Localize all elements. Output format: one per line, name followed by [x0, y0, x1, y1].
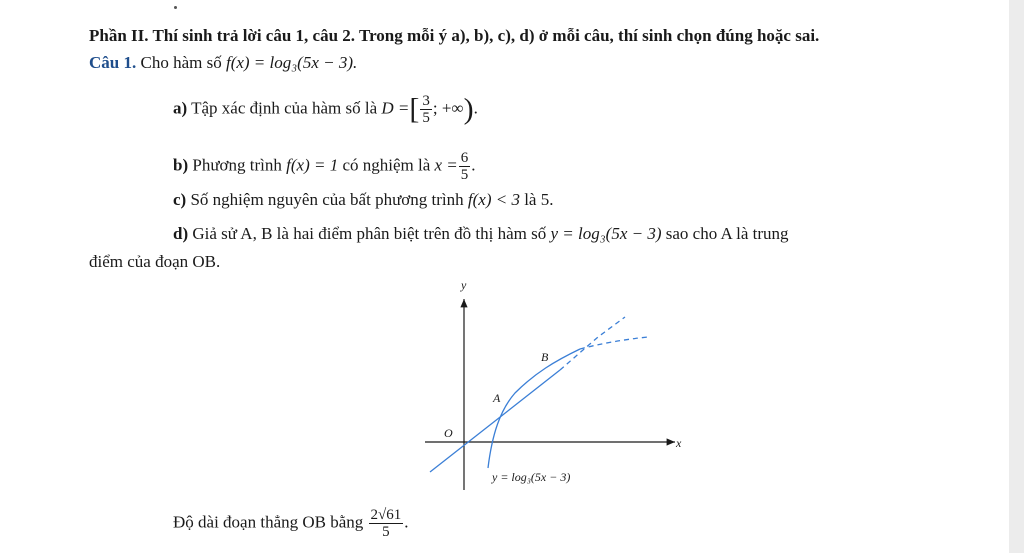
point-a-label: A: [493, 391, 501, 405]
statement-b-equation: f(x) = 1: [286, 155, 339, 175]
statement-a-label: a): [173, 98, 188, 118]
statement-a: a) Tập xác định của hàm số là D =[ $\frac{3}{5}$ ; +∞).: [173, 92, 478, 126]
statement-b-label: b): [173, 155, 189, 175]
statement-d-text1: Giả sử A, B là hai điểm phân biệt trên đồ thị hàm số: [192, 224, 547, 243]
point-b-label: B: [541, 350, 549, 364]
x-axis-label: x: [676, 436, 682, 450]
y-axis-label: y: [461, 278, 467, 292]
question-1-text: Cho hàm số: [140, 53, 222, 72]
statement-d-function: y = log₃(5x − 3): [550, 224, 662, 243]
statement-c-text: Số nghiệm nguyên của bất phương trình: [190, 190, 464, 209]
statement-a-text: Tập xác định của hàm số là: [191, 98, 378, 118]
statement-a-domain: D =: [381, 98, 410, 118]
question-1-function: f(x) = log₃(5x − 3).: [225, 53, 358, 72]
statement-d-text2: sao cho A là trung: [665, 224, 789, 243]
statement-b-mid: có nghiệm là: [342, 155, 431, 175]
line-ob-extension: [560, 317, 625, 370]
statement-c-label: c): [173, 190, 187, 209]
statement-d: [173, 224, 789, 244]
statement-c-inequality: f(x) < 3: [467, 190, 520, 209]
section-header: Phần II. Thí sinh trả lời câu 1, câu 2. Trong mỗi ý a), b), c), d) ở mỗi câu, thí sinh chọn đúng hoặc sai.: [89, 26, 820, 45]
origin-label: O: [444, 426, 453, 440]
statement-d-line2: điểm của đoạn OB.: [89, 252, 221, 271]
window-scrollbar[interactable]: [1009, 0, 1024, 553]
statement-c: [173, 190, 553, 210]
statement-b-x: x =: [434, 155, 458, 175]
question-1-line: [89, 53, 357, 73]
line-ob: [430, 370, 560, 472]
statement-d-label: d): [173, 224, 189, 243]
statement-c-end: là 5.: [524, 190, 554, 209]
log-curve: [488, 349, 580, 468]
function-graph: [420, 275, 682, 495]
curve-label: y = log₃(5x − 3): [492, 470, 571, 484]
statement-b-fraction: $\frac{6}{5}$: [460, 150, 469, 183]
statement-b-text: Phương trình: [192, 155, 282, 175]
statement-a-interval-rest: ; +∞: [432, 98, 464, 118]
answer-fraction: $\frac{2√61}{5}$: [370, 507, 402, 540]
statement-a-fraction: $\frac{3}{5}$: [422, 93, 430, 126]
answer-line: Độ dài đoạn thẳng OB bằng $\frac{2√61}{5}$ .: [173, 507, 409, 540]
answer-text: Độ dài đoạn thẳng OB bằng: [173, 512, 364, 532]
question-1-label: Câu 1.: [89, 53, 137, 72]
stray-dot: [174, 6, 177, 9]
statement-b: b) Phương trình f(x) = 1 có nghiệm là x = $\frac{6}{5}$ .: [173, 150, 476, 183]
